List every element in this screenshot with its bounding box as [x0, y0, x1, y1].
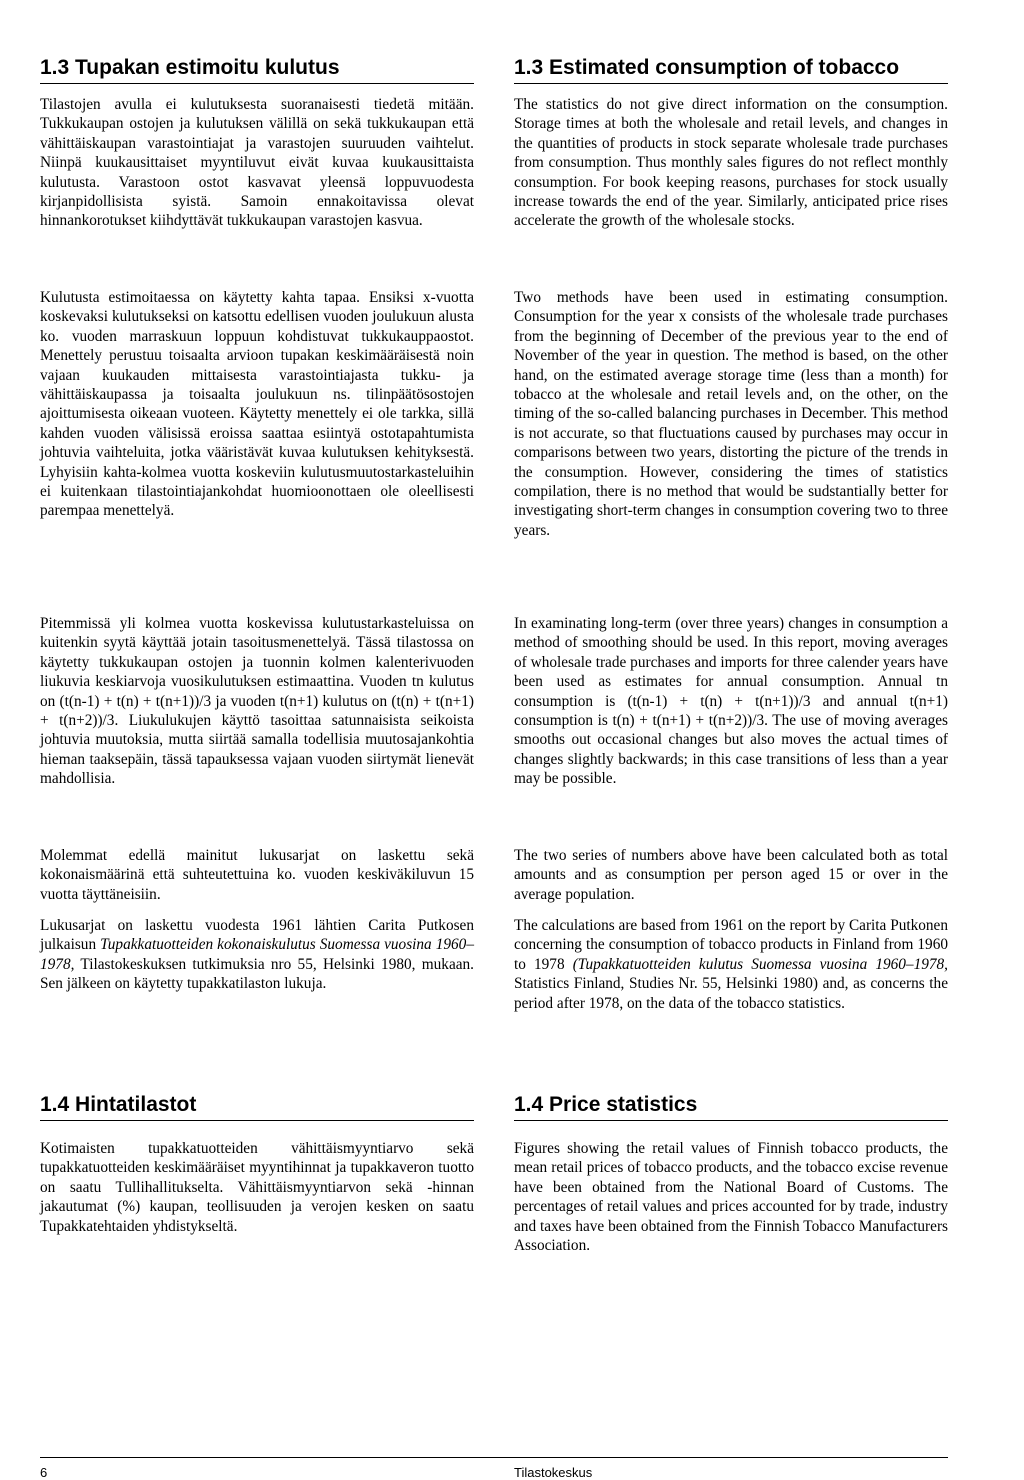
paragraph-fi-5 [40, 916, 474, 994]
paragraph-en-5-publication-title: (Tupakkatuotteiden kulutus Suomessa vuosina 1960–1978, [572, 955, 948, 973]
paragraph-en-5-text-b: Statistics Finland, Studies Nr. 55, Helsinki 1980) and, as concerns the period after 1978, on the data of the tobacco statistics. [514, 975, 948, 1012]
paragraph-en-5-text-a: The calculations are based from 1961 on the report by Carita Putkonen concerning the consumption of tobacco products in Finland from 1960 to 1978 [514, 917, 948, 973]
paragraph-en-1: The statistics do not give direct information on the consumption. Storage times at both the wholesale and retail levels, and changes in the quantities of products in stock separate wholesale trade purchases from consumption. Thus monthly sales figures do not reflect monthly consumption. For book keeping reasons, purchases for stock usually increase towards the end of the year. Similarly, anticipated price rises accelerate the growth of the wholesale stocks. [514, 96, 948, 230]
paragraph-fi-5-text-b: Tilastokeskuksen tutkimuksia nro 55, Helsinki 1980, mukaan. Sen jälkeen on käytetty tupakkatilaston lukuja. [40, 955, 474, 993]
paragraph-en-4: The two series of numbers above have been calculated both as total amounts and as consumption per person aged 15 or over in the average population. [514, 847, 948, 903]
paragraph-fi-5-publication-title: Tupakkatuotteiden kokonaiskulutus Suomessa vuosina 1960–1978, [40, 936, 474, 973]
footer-divider [40, 1457, 948, 1458]
paragraph-fi-2: Kulutusta estimoitaessa on käytetty kahta tapaa. Ensiksi x-vuotta koskevaksi kulutukseksi on katsottu edellisen vuoden joulukuun alusta ko. vuoden marraskuun loppuun kohdistuvat tukkukauppaostot. Menettely perustuu toisaalta arvioon tupakan keskimääräisestä noin vajaan kuukauden mittaisesta varastointiajasta tukku- ja vähittäiskaupassa ja toisaalta joulukuun ns. tilinpäätösostojen ajoittumisesta oikeaan vuoteen. Käytetty menettely ei ole tarkka, sillä kahden vuoden välisissä eroissa saattaa esiintyä ostotapahtumista johtuvia vaihteluita, jotka vääristävät kuvaa kulutuksen kehityksestä. Lyhyisiin kahta-kolmea vuotta koskeviin kulutusmuutostarkasteluihin ei kuitenkaan tilastointiajankohdat huomioonottaen ole oleellisesti parempaa menettelyä. [40, 289, 474, 520]
paragraph-fi-5-text-a: Lukusarjat on laskettu vuodesta 1961 lähtien Carita Putkosen julkaisun [40, 917, 474, 954]
paragraph-en-3: In examinating long-term (over three years) changes in consumption a method of smoothing should be used. In this report, moving averages of wholesale trade purchases and imports for three calender years have been used as estimates for annual consumption. Annual tn consumption is (t(n-1) + t(n) + t(n+1))/3 and annual t(n+1) consumption is t(n) + t(n+1) + t(n+2))/3. The use of moving averages smooths out occasional changes but also moves the actual times of changes slightly backwards; in this case transitions of less than a year may be possible. [514, 615, 948, 788]
paragraph-fi-6: Kotimaisten tupakkatuotteiden vähittäismyyntiarvo sekä tupakkatuotteiden keskimääräiset myyntihinnat ja tupakkaveron tuotto on saatu Tullihallitukselta. Vähittäismyyntiarvon sekä -hinnan jakautumat (%) kaupan, teollisuuden ja verojen kesken on saatu Tupakkatehtaiden yhdistykseltä. [40, 1140, 474, 1235]
paragraph-fi-4: Molemmat edellä mainitut lukusarjat on laskettu sekä kokonaismäärinä että suhteutettuina ko. vuoden keskiväkiluvun 15 vuotta täyttäneisiin. [40, 847, 474, 903]
paragraph-fi-3: Pitemmissä yli kolmea vuotta koskevissa kulutustarkasteluissa on kuitenkin syytä käyttää jotain tasoitusmenettelyä. Tässä tilastossa on käytetty tukkukaupan ostojen ja tuonnin kolmen kalenterivuoden liukuvia keskiarvoja vuosikulutuksen estimaattina. Vuoden tn kulutus on (t(n-1) + t(n) + t(n+1))/3 ja vuoden t(n+1) kulutus on (t(n) + t(n+1) + t(n+2))/3. Liukulukujen käyttö tasoittaa satunnaisista seikoista johtuvia muutoksia, mutta siirtää samalla todellisia muutosajankohtia hieman taaksepäin, tässä tapauksessa vajaan vuoden siirtymät lienevät mahdollisia. [40, 615, 474, 788]
section-heading-consumption-fi: 1.3 Tupakan estimoitu kulutus [40, 56, 474, 84]
paragraph-en-2: Two methods have been used in estimating consumption. Consumption for the year x consists of the wholesale trade purchases from the beginning of December of the previous year to the end of November of the year in question. The method is based, on the other hand, on the estimated average storage time (less than a month) for tobacco at the wholesale and retail levels and, on the other, on the timing of the so-called balancing purchases in December. This method is not accurate, so that fluctuations caused by purchases may occur in comparisons between two years, distorting the picture of the trends in the consumption. However, considering the times of statistics compilation, there is no method that would be sudstantially better for investigating short-term changes in consumption covering two to three years. [514, 289, 948, 539]
section-heading-consumption-en: 1.3 Estimated consumption of tobacco [514, 56, 948, 84]
section-heading-price-fi: 1.4 Hintatilastot [40, 1093, 474, 1121]
footer-page-number: 6 [40, 1465, 48, 1480]
paragraph-fi-1: Tilastojen avulla ei kulutuksesta suoranaisesti tiedetä mitään. Tukkukaupan ostojen ja kulutuksen välillä on sekä tukkukaupan että vähittäiskaupan varastointiajat ja varastojen suuruuden vaihtelut. Niinpä kuukausittaiset myyntiluvut eivät kuvaa kuukausittaista kulutusta. Varastoon ostot kasvavat yleensä loppuvuodesta kirjanpidollisista syistä. Samoin ennakoitavissa olevat hinnankorotukset kiihdyttävät tukkukaupan varastojen kasvua. [40, 96, 474, 230]
section-heading-price-en: 1.4 Price statistics [514, 1093, 948, 1121]
footer-publisher: Tilastokeskus [514, 1465, 593, 1480]
paragraph-en-6: Figures showing the retail values of Finnish tobacco products, the mean retail prices of tobacco products, and the tobacco excise revenue have been obtained from the National Board of Customs. The percentages of retail values and prices accounted for by trade, industry and taxes have been obtained from the Finnish Tobacco Manufacturers Association. [514, 1140, 948, 1255]
paragraph-en-5 [514, 916, 948, 1013]
